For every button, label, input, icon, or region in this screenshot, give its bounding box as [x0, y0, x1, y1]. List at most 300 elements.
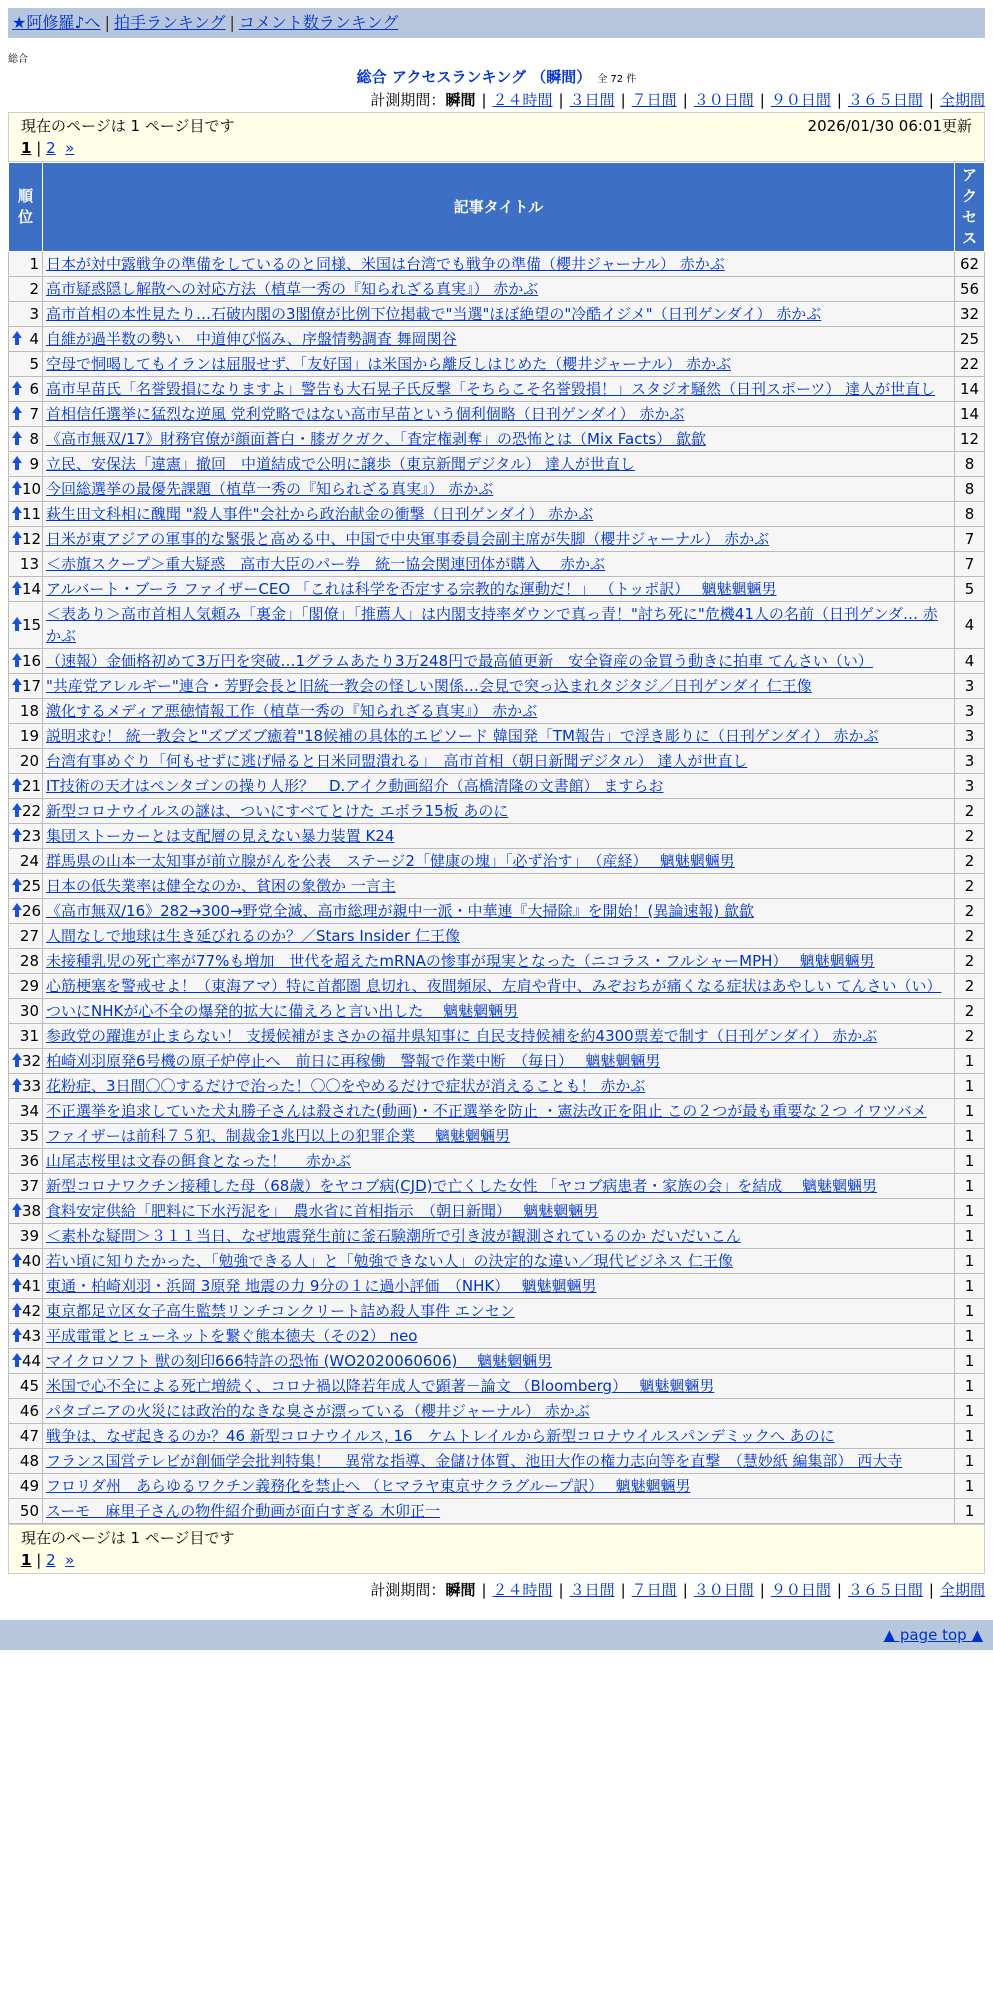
article-link[interactable]: 空母で恫喝してもイランは屈服せず、「友好国」は米国から離反しはじめた（櫻井ジャーナル） 赤かぶ [46, 355, 732, 373]
access-count: 8 [955, 452, 985, 477]
access-count: 56 [955, 277, 985, 302]
table-row [9, 749, 985, 774]
title-cell [43, 799, 955, 824]
period-separator: | [682, 1581, 688, 1599]
title-cell [43, 277, 955, 302]
table-row [9, 1199, 985, 1224]
title-cell [43, 724, 955, 749]
table-row [9, 1024, 985, 1049]
title-cell [43, 1424, 955, 1449]
rank-number: 3 [29, 305, 39, 323]
rank-cell [9, 649, 43, 674]
article-link[interactable]: 日米が東アジアの軍事的な緊張と高める中、中国で中央軍事委員会副主席が失脚（櫻井ジャーナル） 赤かぶ [46, 530, 770, 548]
period-separator: | [481, 91, 487, 109]
title-cell [43, 527, 955, 552]
access-count: 5 [955, 577, 985, 602]
article-link[interactable]: 萩生田文科相に醜聞 "殺人事件"会社から政治献金の衝撃（日刊ゲンダイ） 赤かぶ [46, 505, 594, 523]
rank-cell [9, 1374, 43, 1399]
rank-up-arrow-icon [12, 678, 22, 692]
rank-number: 35 [19, 1127, 39, 1145]
title-cell [43, 252, 955, 277]
rank-number: 24 [19, 852, 39, 870]
footer-bar [0, 1620, 993, 1650]
article-link[interactable]: パタゴニアの火災には政治的なきな臭さが漂っている（櫻井ジャーナル） 赤かぶ [46, 1402, 590, 1420]
article-link[interactable]: アルバート・ブーラ ファイザーCEO 「これは科学を否定する宗教的な運動だ！」 （トッポ訳） 魑魅魍魎男 [46, 580, 777, 598]
title-cell [43, 327, 955, 352]
article-link[interactable]: 高市首相の本性見たり…石破内閣の3閣僚が比例下位掲載で"当選"ほぼ絶望の"冷酷イジメ"（日刊ゲンダイ） 赤かぶ [46, 305, 822, 323]
article-link[interactable]: IT技術の天才はペンタゴンの操り人形？ D.アイク動画紹介（高橋清隆の文書館） ますらお [46, 777, 664, 795]
article-link[interactable]: 今回総選挙の最優先課題（植草一秀の『知られざる真実』） 赤かぶ [46, 480, 494, 498]
next-page-link[interactable]: » [65, 1551, 75, 1569]
access-count: 1 [955, 1099, 985, 1124]
title-cell [43, 1149, 955, 1174]
period-separator: | [928, 91, 934, 109]
page-2-link[interactable]: 2 [46, 139, 56, 157]
rank-up-arrow-icon [12, 506, 22, 520]
table-row [9, 799, 985, 824]
rank-up-arrow-icon [12, 381, 22, 395]
period-link[interactable]: ９０日間 [770, 1581, 831, 1599]
rank-number: 49 [19, 1477, 39, 1495]
rank-cell [9, 699, 43, 724]
access-count: 1 [955, 1224, 985, 1249]
table-row [9, 327, 985, 352]
article-link[interactable]: ＜表あり＞高市首相人気頼み「裏金」「閣僚」「推薦人」は内閣支持率ダウンで真っ青！"討ち死に"危機41人の名前（日刊ゲンダ… 赤かぶ [46, 605, 938, 645]
article-link[interactable]: 戦争は、なぜ起きるのか？46 新型コロナウイルス, 16 ケムトレイルから新型コロナウイルスパンデミックへ あのに [46, 1427, 835, 1445]
table-row [9, 674, 985, 699]
rank-cell [9, 1324, 43, 1349]
article-link[interactable]: 高市疑惑隠し解散への対応方法（植草一秀の『知られざる真実』） 赤かぶ [46, 280, 539, 298]
rank-number: 13 [19, 555, 39, 573]
article-link[interactable]: 米国で心不全による死亡増続く、コロナ禍以降若年成人で顕著－論文 （Bloomberg） 魑魅魍魎男 [46, 1377, 715, 1395]
rank-number: 15 [22, 616, 42, 634]
rank-number: 21 [22, 777, 42, 795]
rank-cell [9, 327, 43, 352]
rank-up-arrow-icon [12, 331, 22, 345]
rank-cell [9, 999, 43, 1024]
article-link[interactable]: 激化するメディア悪徳情報工作（植草一秀の『知られざる真実』） 赤かぶ [46, 702, 538, 720]
rank-number: 14 [22, 580, 42, 598]
rank-up-arrow-icon [12, 481, 22, 495]
rank-number: 37 [19, 1177, 39, 1195]
rank-number: 50 [19, 1502, 39, 1520]
table-row [9, 824, 985, 849]
article-link[interactable]: ファイザーは前科７５犯、制裁金1兆円以上の犯罪企業 魑魅魍魎男 [46, 1127, 511, 1145]
rank-up-arrow-icon [12, 1278, 22, 1292]
article-link[interactable]: 山尾志桜里は文春の餌食となった！ 赤かぶ [46, 1152, 351, 1170]
page-top-link[interactable]: ▲ page top ▲ [883, 1626, 983, 1644]
access-count: 7 [955, 527, 985, 552]
rank-up-arrow-icon [12, 1253, 22, 1267]
rank-number: 1 [29, 255, 39, 273]
table-row [9, 1224, 985, 1249]
table-row [9, 1274, 985, 1299]
rank-up-arrow-icon [12, 1203, 22, 1217]
rank-number: 9 [29, 455, 39, 473]
pager-separator: | [36, 1551, 42, 1569]
title-cell [43, 899, 955, 924]
period-link[interactable]: ７日間 [631, 91, 677, 109]
rank-number: 27 [19, 927, 39, 945]
table-row [9, 949, 985, 974]
article-link[interactable]: 説明求む！ 統一教会と"ズブズブ癒着"18候補の具体的エピソード 韓国発「TM報告」で浮き彫りに（日刊ゲンダイ） 赤かぶ [46, 727, 879, 745]
table-row [9, 1349, 985, 1374]
rank-number: 32 [22, 1052, 42, 1070]
period-current: 瞬間 [445, 1581, 476, 1599]
rank-number: 47 [19, 1427, 39, 1445]
page-2-link[interactable]: 2 [46, 1551, 56, 1569]
rank-up-arrow-icon [12, 778, 22, 792]
rank-cell [9, 774, 43, 799]
access-count: 3 [955, 699, 985, 724]
rank-cell [9, 1124, 43, 1149]
article-link[interactable]: "共産党アレルギー"連合・芳野会長と旧統一教会の怪しい関係…会見で突っ込まれタジタジ／日刊ゲンダイ 仁王像 [46, 677, 812, 695]
rank-number: 44 [22, 1352, 42, 1370]
rank-cell [9, 1249, 43, 1274]
nav-separator: | [104, 13, 110, 32]
page-title: 総合 アクセスランキング （瞬間） [356, 68, 592, 86]
total-count: 全 72 件 [597, 74, 637, 85]
rank-number: 39 [19, 1227, 39, 1245]
rank-cell [9, 302, 43, 327]
access-count: 1 [955, 1324, 985, 1349]
rank-cell [9, 799, 43, 824]
current-page-text: 現在のページは 1 ページ目です [21, 1529, 235, 1547]
article-link[interactable]: 台湾有事めぐり「何もせずに逃げ帰ると日米同盟潰れる」 高市首相（朝日新聞デジタル） 達人が世直し [46, 752, 748, 770]
access-count: 1 [955, 1399, 985, 1424]
article-link[interactable]: 高市早苗氏「名誉毀損になりますよ」警告も大石晃子氏反撃「そちらこそ名誉毀損！」スタジオ騒然（日刊スポーツ） 達人が世直し [46, 380, 936, 398]
rank-up-arrow-icon [12, 1353, 22, 1367]
nav-separator: | [229, 13, 235, 32]
page-1-link[interactable]: 1 [21, 139, 32, 157]
access-count: 2 [955, 874, 985, 899]
article-link[interactable]: 集団ストーカーとは支配層の見えない暴力装置 K24 [46, 827, 395, 845]
title-cell [43, 699, 955, 724]
rank-number: 42 [22, 1302, 42, 1320]
table-row [9, 874, 985, 899]
rank-number: 48 [19, 1452, 39, 1470]
title-cell [43, 1049, 955, 1074]
rank-up-arrow-icon [12, 531, 22, 545]
table-row [9, 1249, 985, 1274]
table-row [9, 252, 985, 277]
rank-number: 34 [19, 1102, 39, 1120]
period-link[interactable]: ９０日間 [770, 91, 831, 109]
period-link[interactable]: ３日間 [569, 1581, 615, 1599]
access-count: 32 [955, 302, 985, 327]
period-current: 瞬間 [445, 91, 476, 109]
access-count: 1 [955, 1199, 985, 1224]
article-link[interactable]: 未接種乳児の死亡率が77%も増加 世代を超えたmRNAの惨事が現実となった（ニコラス・フルシャーMPH） 魑魅魍魎男 [46, 952, 875, 970]
period-separator: | [836, 1581, 842, 1599]
rank-cell [9, 1224, 43, 1249]
rank-cell [9, 949, 43, 974]
period-selector-bottom [8, 1578, 985, 1602]
rank-cell [9, 1449, 43, 1474]
access-count: 2 [955, 899, 985, 924]
rank-number: 26 [22, 902, 42, 920]
rank-cell [9, 427, 43, 452]
rank-cell [9, 1299, 43, 1324]
rank-cell [9, 674, 43, 699]
rank-number: 38 [22, 1202, 42, 1220]
article-link[interactable]: 花粉症、3日間〇〇するだけで治った！〇〇をやめるだけで症状が消えることも！ 赤かぶ [46, 1077, 646, 1095]
table-row [9, 477, 985, 502]
table-header-row [9, 163, 985, 252]
article-link[interactable]: 心筋梗塞を警戒せよ！（東海アマ）特に首都圏 息切れ、夜間頻尿、左肩や背中、みぞおちが痛くなる症状はあやしい てんさい（い） [46, 977, 942, 995]
rank-cell [9, 1024, 43, 1049]
table-row [9, 849, 985, 874]
rank-cell [9, 602, 43, 649]
rank-cell [9, 402, 43, 427]
period-separator: | [620, 1581, 626, 1599]
table-row [9, 302, 985, 327]
rank-cell [9, 1174, 43, 1199]
period-separator: | [836, 91, 842, 109]
rank-cell [9, 252, 43, 277]
table-row [9, 577, 985, 602]
table-row [9, 452, 985, 477]
access-count: 8 [955, 477, 985, 502]
article-link[interactable]: 群馬県の山本一太知事が前立腺がんを公表 ステージ2「健康の塊」「必ず治す」 （産経） 魑魅魍魎男 [46, 852, 735, 870]
title-cell [43, 502, 955, 527]
table-row [9, 1399, 985, 1424]
rank-number: 33 [22, 1077, 42, 1095]
current-page-text: 現在のページは 1 ページ目です [21, 117, 235, 135]
rank-cell [9, 899, 43, 924]
rank-cell [9, 1474, 43, 1499]
period-link[interactable]: ７日間 [631, 1581, 677, 1599]
period-link[interactable]: ３日間 [569, 91, 615, 109]
title-cell [43, 974, 955, 999]
period-separator: | [759, 1581, 765, 1599]
article-link[interactable]: 日本の低失業率は健全なのか、貧困の象徴か 一言主 [46, 877, 396, 895]
table-row [9, 999, 985, 1024]
rank-cell [9, 352, 43, 377]
title-cell [43, 1199, 955, 1224]
rank-cell [9, 824, 43, 849]
title-cell [43, 1249, 955, 1274]
access-count: 2 [955, 1024, 985, 1049]
rank-cell [9, 1099, 43, 1124]
table-row [9, 502, 985, 527]
access-count: 1 [955, 1499, 985, 1524]
table-row [9, 1074, 985, 1099]
period-link[interactable]: ３６５日間 [847, 1581, 923, 1599]
article-link[interactable]: 柏崎刈羽原発6号機の原子炉停止へ 前日に再稼働 警報で作業中断 （毎日） 魑魅魍魎男 [46, 1052, 661, 1070]
period-separator: | [558, 91, 564, 109]
rank-cell [9, 1399, 43, 1424]
rank-up-arrow-icon [12, 581, 22, 595]
title-cell [43, 602, 955, 649]
access-count: 3 [955, 674, 985, 699]
title-cell [43, 824, 955, 849]
article-link[interactable]: （速報）金価格初めて3万円を突破…1グラムあたり3万248円で最高値更新 安全資産の金買う動きに拍車 てんさい（い） [46, 652, 873, 670]
access-count: 1 [955, 1174, 985, 1199]
access-count: 3 [955, 749, 985, 774]
article-link[interactable]: 日本が対中露戦争の準備をしているのと同様、米国は台湾でも戦争の準備（櫻井ジャーナル） 赤かぶ [46, 255, 725, 273]
rank-up-arrow-icon [12, 1328, 22, 1342]
rank-number: 28 [19, 952, 39, 970]
title-cell [43, 377, 955, 402]
rank-number: 30 [19, 1002, 39, 1020]
article-link[interactable]: 平成電電とヒューネットを繋ぐ熊本徳夫（その2） neo [46, 1327, 418, 1345]
access-count: 1 [955, 1449, 985, 1474]
access-count: 7 [955, 552, 985, 577]
rank-number: 16 [22, 652, 42, 670]
title-cell [43, 999, 955, 1024]
article-link[interactable]: 食料安定供給「肥料に下水汚泥を」 農水省に首相指示 （朝日新聞） 魑魅魍魎男 [46, 1202, 599, 1220]
article-link[interactable]: マイクロソフト 獣の刻印666特許の恐怖 (WO2020060606) 魑魅魍魎男 [46, 1352, 553, 1370]
period-link[interactable]: ２４時間 [492, 1581, 553, 1599]
access-count: 1 [955, 1074, 985, 1099]
access-count: 14 [955, 377, 985, 402]
article-link[interactable]: 《高市無双/16》282→300→野党全滅、高市総理が親中一派・中華連『大掃除』を開始！(異論速報) 歙歙 [46, 902, 755, 920]
applause-ranking-link[interactable]: 拍手ランキング [113, 13, 226, 32]
rank-number: 22 [22, 802, 42, 820]
title-cell [43, 1074, 955, 1099]
next-page-link[interactable]: » [65, 139, 75, 157]
access-count: 2 [955, 974, 985, 999]
table-row [9, 724, 985, 749]
pager-bottom [8, 1524, 985, 1574]
access-count: 1 [955, 1149, 985, 1174]
table-row [9, 527, 985, 552]
title-cell [43, 749, 955, 774]
article-link[interactable]: 新型コロナウイルスの謎は、ついにすべてとけた エボラ15板 あのに [46, 802, 509, 820]
rank-cell [9, 1074, 43, 1099]
pager-separator: | [36, 139, 42, 157]
table-row [9, 899, 985, 924]
rank-number: 29 [19, 977, 39, 995]
title-cell [43, 402, 955, 427]
title-cell [43, 774, 955, 799]
access-count: 22 [955, 352, 985, 377]
access-count: 3 [955, 724, 985, 749]
period-link[interactable]: ２４時間 [492, 91, 553, 109]
title-cell [43, 302, 955, 327]
article-link[interactable]: ＜赤旗スクープ＞重大疑惑 高市大臣のパー券 統一協会関連団体が購入 赤かぶ [46, 555, 606, 573]
rank-cell [9, 1424, 43, 1449]
title-cell [43, 674, 955, 699]
table-row [9, 402, 985, 427]
rank-up-arrow-icon [12, 1303, 22, 1317]
period-link[interactable]: ３０日間 [693, 1581, 754, 1599]
rank-number: 40 [22, 1252, 42, 1270]
article-link[interactable]: 自維が過半数の勢い 中道伸び悩み、序盤情勢調査 舞岡関谷 [46, 330, 457, 348]
article-link[interactable]: 新型コロナワクチン接種した母（68歳）をヤコブ病(CJD)で亡くした女性 「ヤコブ病患者・家族の会」を結成 魑魅魍魎男 [46, 1177, 878, 1195]
title-cell [43, 1324, 955, 1349]
title-cell [43, 1474, 955, 1499]
article-link[interactable]: 東京都足立区女子高生監禁リンチコンクリート詰め殺人事件 エンセン [46, 1302, 515, 1320]
period-link[interactable]: 全期間 [939, 1581, 985, 1599]
period-link[interactable]: ３０日間 [693, 91, 754, 109]
period-selector-top [8, 88, 985, 112]
rank-up-arrow-icon [12, 903, 22, 917]
title-cell [43, 1174, 955, 1199]
title-cell [43, 874, 955, 899]
table-row [9, 1174, 985, 1199]
article-link[interactable]: 参政党の躍進が止まらない！ 支援候補がまさかの福井県知事に 自民支持候補を約4300票差で制す（日刊ゲンダイ） 赤かぶ [46, 1027, 878, 1045]
rank-cell [9, 924, 43, 949]
rank-number: 19 [19, 727, 39, 745]
rank-up-arrow-icon [12, 828, 22, 842]
access-count: 1 [955, 1374, 985, 1399]
rank-cell [9, 1274, 43, 1299]
article-link[interactable]: フランス国営テレビが創価学会批判特集！ 異常な指導、金儲け体質、池田大作の権力志向等を直撃 （慧妙紙 編集部） 西大寺 [46, 1452, 903, 1470]
title-cell [43, 924, 955, 949]
rank-number: 11 [22, 505, 42, 523]
article-link[interactable]: 首相信任選挙に猛烈な逆風 党利党略ではない高市早苗という個利個略（日刊ゲンダイ） 赤かぶ [46, 405, 685, 423]
period-separator: | [481, 1581, 487, 1599]
article-link[interactable]: ＜素朴な疑問＞３１１当日、なぜ地震発生前に釜石験潮所で引き波が観測されているのか だいだいこん [46, 1227, 741, 1245]
rank-cell [9, 749, 43, 774]
page-1-link[interactable]: 1 [21, 1551, 32, 1569]
rank-cell [9, 502, 43, 527]
category-label: 総合 [8, 54, 28, 65]
article-link[interactable]: 不正選挙を追求していた犬丸勝子さんは殺された(動画)・不正選挙を防止 ・憲法改正を阻止 この２つが最も重要な２つ イワツバメ [46, 1102, 927, 1120]
period-label: 計測期間： [370, 1581, 446, 1599]
table-row [9, 1049, 985, 1074]
title-cell [43, 577, 955, 602]
article-link[interactable]: 東通・柏崎刈羽・浜岡 3原発 地震の力 9分の１に過小評価 （NHK） 魑魅魍魎男 [46, 1277, 597, 1295]
header-access: アクセス [955, 163, 985, 252]
rank-number: 8 [29, 430, 39, 448]
access-count: 2 [955, 924, 985, 949]
rank-number: 12 [22, 530, 42, 548]
title-cell [43, 352, 955, 377]
rank-up-arrow-icon [12, 653, 22, 667]
access-count: 8 [955, 502, 985, 527]
title-cell [43, 1274, 955, 1299]
article-link[interactable]: スーモ 麻里子さんの物件紹介動画が面白すぎる 木卯正一 [46, 1502, 441, 1520]
updated-timestamp: 2026/01/30 06:01更新 [807, 117, 972, 135]
rank-cell [9, 1499, 43, 1524]
access-count: 4 [955, 649, 985, 674]
period-separator: | [558, 1581, 564, 1599]
period-separator: | [682, 91, 688, 109]
access-count: 25 [955, 327, 985, 352]
title-cell [43, 1024, 955, 1049]
access-count: 2 [955, 799, 985, 824]
title-cell [43, 849, 955, 874]
rank-cell [9, 277, 43, 302]
period-separator: | [620, 91, 626, 109]
period-link[interactable]: 全期間 [939, 91, 985, 109]
rank-number: 5 [29, 355, 39, 373]
rank-cell [9, 527, 43, 552]
article-link[interactable]: フロリダ州 あらゆるワクチン義務化を禁止へ （ヒマラヤ東京サクラグループ訳） 魑魅魍魎男 [46, 1477, 691, 1495]
title-cell [43, 949, 955, 974]
access-count: 2 [955, 824, 985, 849]
article-link[interactable]: 人間なしで地球は生き延びれるのか？／Stars Insider 仁王像 [46, 927, 460, 945]
title-cell [43, 1299, 955, 1324]
title-cell [43, 649, 955, 674]
ranking-table [8, 162, 985, 1524]
table-row [9, 974, 985, 999]
article-link[interactable]: ついにNHKが心不全の爆発的拡大に備えろと言い出した 魑魅魍魎男 [46, 1002, 519, 1020]
article-link[interactable]: 《高市無双/17》財務官僚が顔面蒼白・膝ガクガク、「査定権剥奪」の恐怖とは（Mix Facts） 歙歙 [46, 430, 706, 448]
table-row [9, 1474, 985, 1499]
article-link[interactable]: 若い頃に知りたかった、「勉強できる人」と「勉強できない人」の決定的な違い／現代ビジネス 仁王像 [46, 1252, 733, 1270]
comment-ranking-link[interactable]: コメント数ランキング [238, 13, 399, 32]
title-cell [43, 427, 955, 452]
rank-number: 36 [19, 1152, 39, 1170]
rank-number: 20 [19, 752, 39, 770]
period-link[interactable]: ３６５日間 [847, 91, 923, 109]
article-link[interactable]: 立民、安保法「違憲」撤回 中道結成で公明に譲歩（東京新聞デジタル） 達人が世直し [46, 455, 635, 473]
home-link[interactable]: ★阿修羅♪へ [12, 13, 101, 32]
